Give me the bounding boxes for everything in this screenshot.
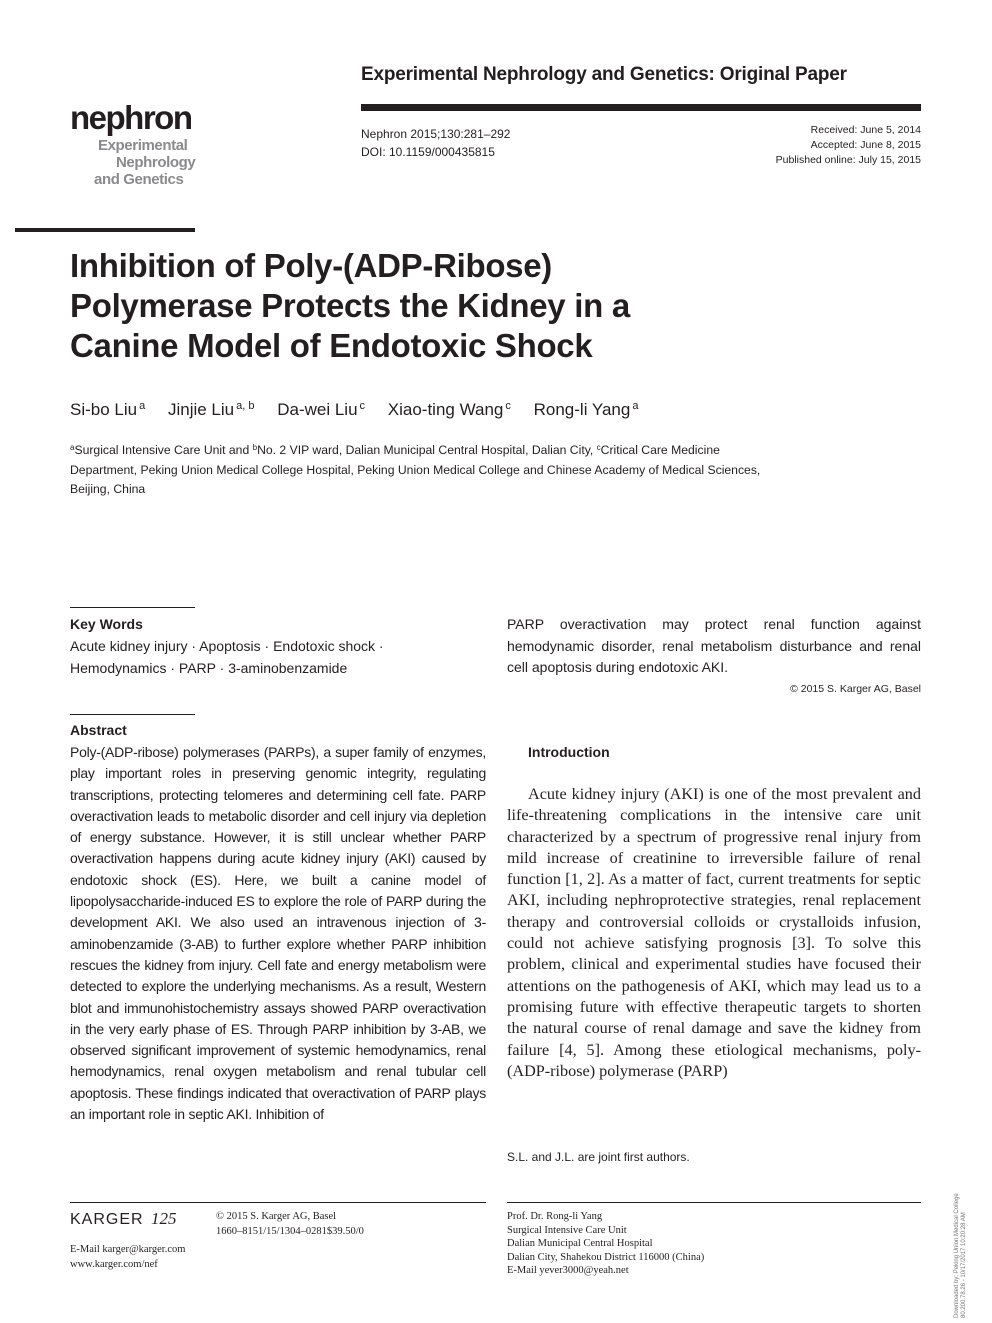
author: Rong-li Yang $^a$ bbox=[533, 400, 639, 419]
logo-sub-line: Nephrology bbox=[116, 154, 196, 171]
author: Jinjie Liu $^{a, b}$ bbox=[167, 400, 255, 419]
affiliations: $^a$Surgical Intensive Care Unit and $^b$No. 2 VIP ward, Dalian Municipal Central Hospital, Dalian City, $^c$Critical Care Medicine Department, Peking Union Medical College Hospital, Peking Union Medical College and Chinese Academy of Medical Sciences, Beijing, China bbox=[70, 443, 761, 496]
accepted-date: Accepted: June 8, 2015 bbox=[810, 139, 921, 151]
abstract-heading: Abstract bbox=[70, 722, 127, 738]
logo-sub-line: Experimental bbox=[98, 137, 188, 154]
published-date: Published online: July 15, 2015 bbox=[775, 154, 921, 166]
title-line: Canine Model of Endotoxic Shock bbox=[70, 327, 593, 364]
logo-sub-line: and Genetics bbox=[94, 171, 184, 188]
introduction-heading: Introduction bbox=[528, 744, 610, 760]
keywords-rule bbox=[70, 607, 195, 608]
header-rule bbox=[361, 104, 921, 111]
abstract-continuation: PARP overactivation may protect renal function against hemodynamic disorder, renal metabolism disturbance and renal cell apoptosis during endotoxic AKI. bbox=[507, 616, 921, 675]
author: Si-bo Liu $^a$ bbox=[70, 400, 146, 419]
author: Da-wei Liu $^c$ bbox=[277, 400, 366, 419]
article-title bbox=[70, 246, 770, 366]
citation-block bbox=[361, 125, 510, 161]
journal-logo: nephron bbox=[70, 99, 192, 136]
footer-rule-left bbox=[70, 1202, 486, 1203]
abstract-rule bbox=[70, 714, 195, 715]
title-rule bbox=[15, 228, 195, 232]
download-watermark: Downloaded by: Peking Union Medical College 80.200.78.26 - 10/17/2017 10:20:28 AM bbox=[954, 1193, 967, 1318]
author: Xiao-ting Wang $^c$ bbox=[387, 400, 511, 419]
correspondence-address: Prof. Dr. Rong-li Yang Surgical Intensive Care Unit Dalian Municipal Central Hospital Dalian City, Shahekou District 116000 (China) E-Mail yever3000@yeah.net bbox=[507, 1211, 705, 1276]
author-list bbox=[70, 400, 870, 420]
journal-logo-subtitle bbox=[94, 137, 214, 188]
keywords-list: Acute kidney injury · Apoptosis · Endotoxic shock · Hemodynamics · PARP · 3-aminobenzamide bbox=[70, 638, 384, 676]
title-line: Inhibition of Poly-(ADP-Ribose) bbox=[70, 247, 552, 284]
correspondence-email[interactable]: E-Mail yever3000@yeah.net bbox=[507, 1265, 629, 1276]
title-line: Polymerase Protects the Kidney in a bbox=[70, 287, 630, 324]
joint-authors-footnote: S.L. and J.L. are joint first authors. bbox=[507, 1150, 690, 1164]
section-label: Experimental Nephrology and Genetics: Original Paper bbox=[361, 64, 847, 85]
abstract-text: Poly-(ADP-ribose) polymerases (PARPs), a super family of enzymes, play important roles in preserving genomic integrity, regulating transcriptions, protecting telomeres and determining cell fate. PARP overactivation leads to metabolic disorder and cell injury via depletion of energy substance. However, it is still unclear whether PARP overactivation happens during acute kidney injury (AKI) caused by endotoxic shock (ES). Here, we built a canine model of lipopolysaccharide-induced ES to explore the role of PARP during the development AKI. We also used an intravenous injection of 3-aminobenzamide (3-AB) to further explore whether PARP inhibition rescues the kidney from injury. Cell fate and energy metabolism were detected to explore the underlying mechanisms. As a result, Western blot and immunohistochemistry assays showed PARP overactivation in the very early phase of ES. Through PARP inhibition by 3-AB, we observed significant improvement of systemic hemodynamics, renal hemodynamics, renal oxygen metabolism and renal tubular cell apoptosis. These findings indicated that overactivation of PARP plays an important role in septic AKI. Inhibition of bbox=[70, 744, 486, 1123]
citation: Nephron 2015;130:281–292 bbox=[361, 127, 511, 141]
introduction-text: Acute kidney injury (AKI) is one of the most prevalent and life-threatening complications in the intensive care unit characterized by a spectrum of progressive renal injury from mild increase of creatinine to irreversible failure of renal function [1, 2]. As a matter of fact, current treatments for septic AKI, including nephroprotective strategies, renal replacement therapy and controversial colloids or crystalloids infusion, could not achieve satisfying prognosis [3]. To solve this problem, clinical and experimental studies have focused their attentions on the pathogenesis of AKI, which may lead us to a promising future with effective therapeutic targets to shorten the natural course of renal damage and save the kidney from failure [4, 5]. Among these etiological mechanisms, poly-(ADP-ribose) polymerase (PARP) bbox=[507, 785, 921, 1080]
abstract-copyright: © 2015 S. Karger AG, Basel bbox=[790, 683, 921, 695]
publisher-email[interactable]: E-Mail karger@karger.com bbox=[70, 1244, 186, 1255]
doi[interactable]: DOI: 10.1159/000435815 bbox=[361, 145, 495, 159]
publisher-website[interactable]: www.karger.com/nef bbox=[70, 1258, 158, 1270]
dates-block bbox=[700, 123, 921, 168]
publisher-logo: KARGER 125 bbox=[70, 1209, 177, 1228]
publisher-contact bbox=[70, 1243, 185, 1272]
footer-rule-right bbox=[507, 1202, 921, 1203]
footer-copyright: © 2015 S. Karger AG, Basel 1660–8151/15/1304–0281$39.50/0 bbox=[216, 1211, 364, 1237]
keywords-heading: Key Words bbox=[70, 616, 143, 632]
received-date: Received: June 5, 2014 bbox=[810, 124, 921, 136]
